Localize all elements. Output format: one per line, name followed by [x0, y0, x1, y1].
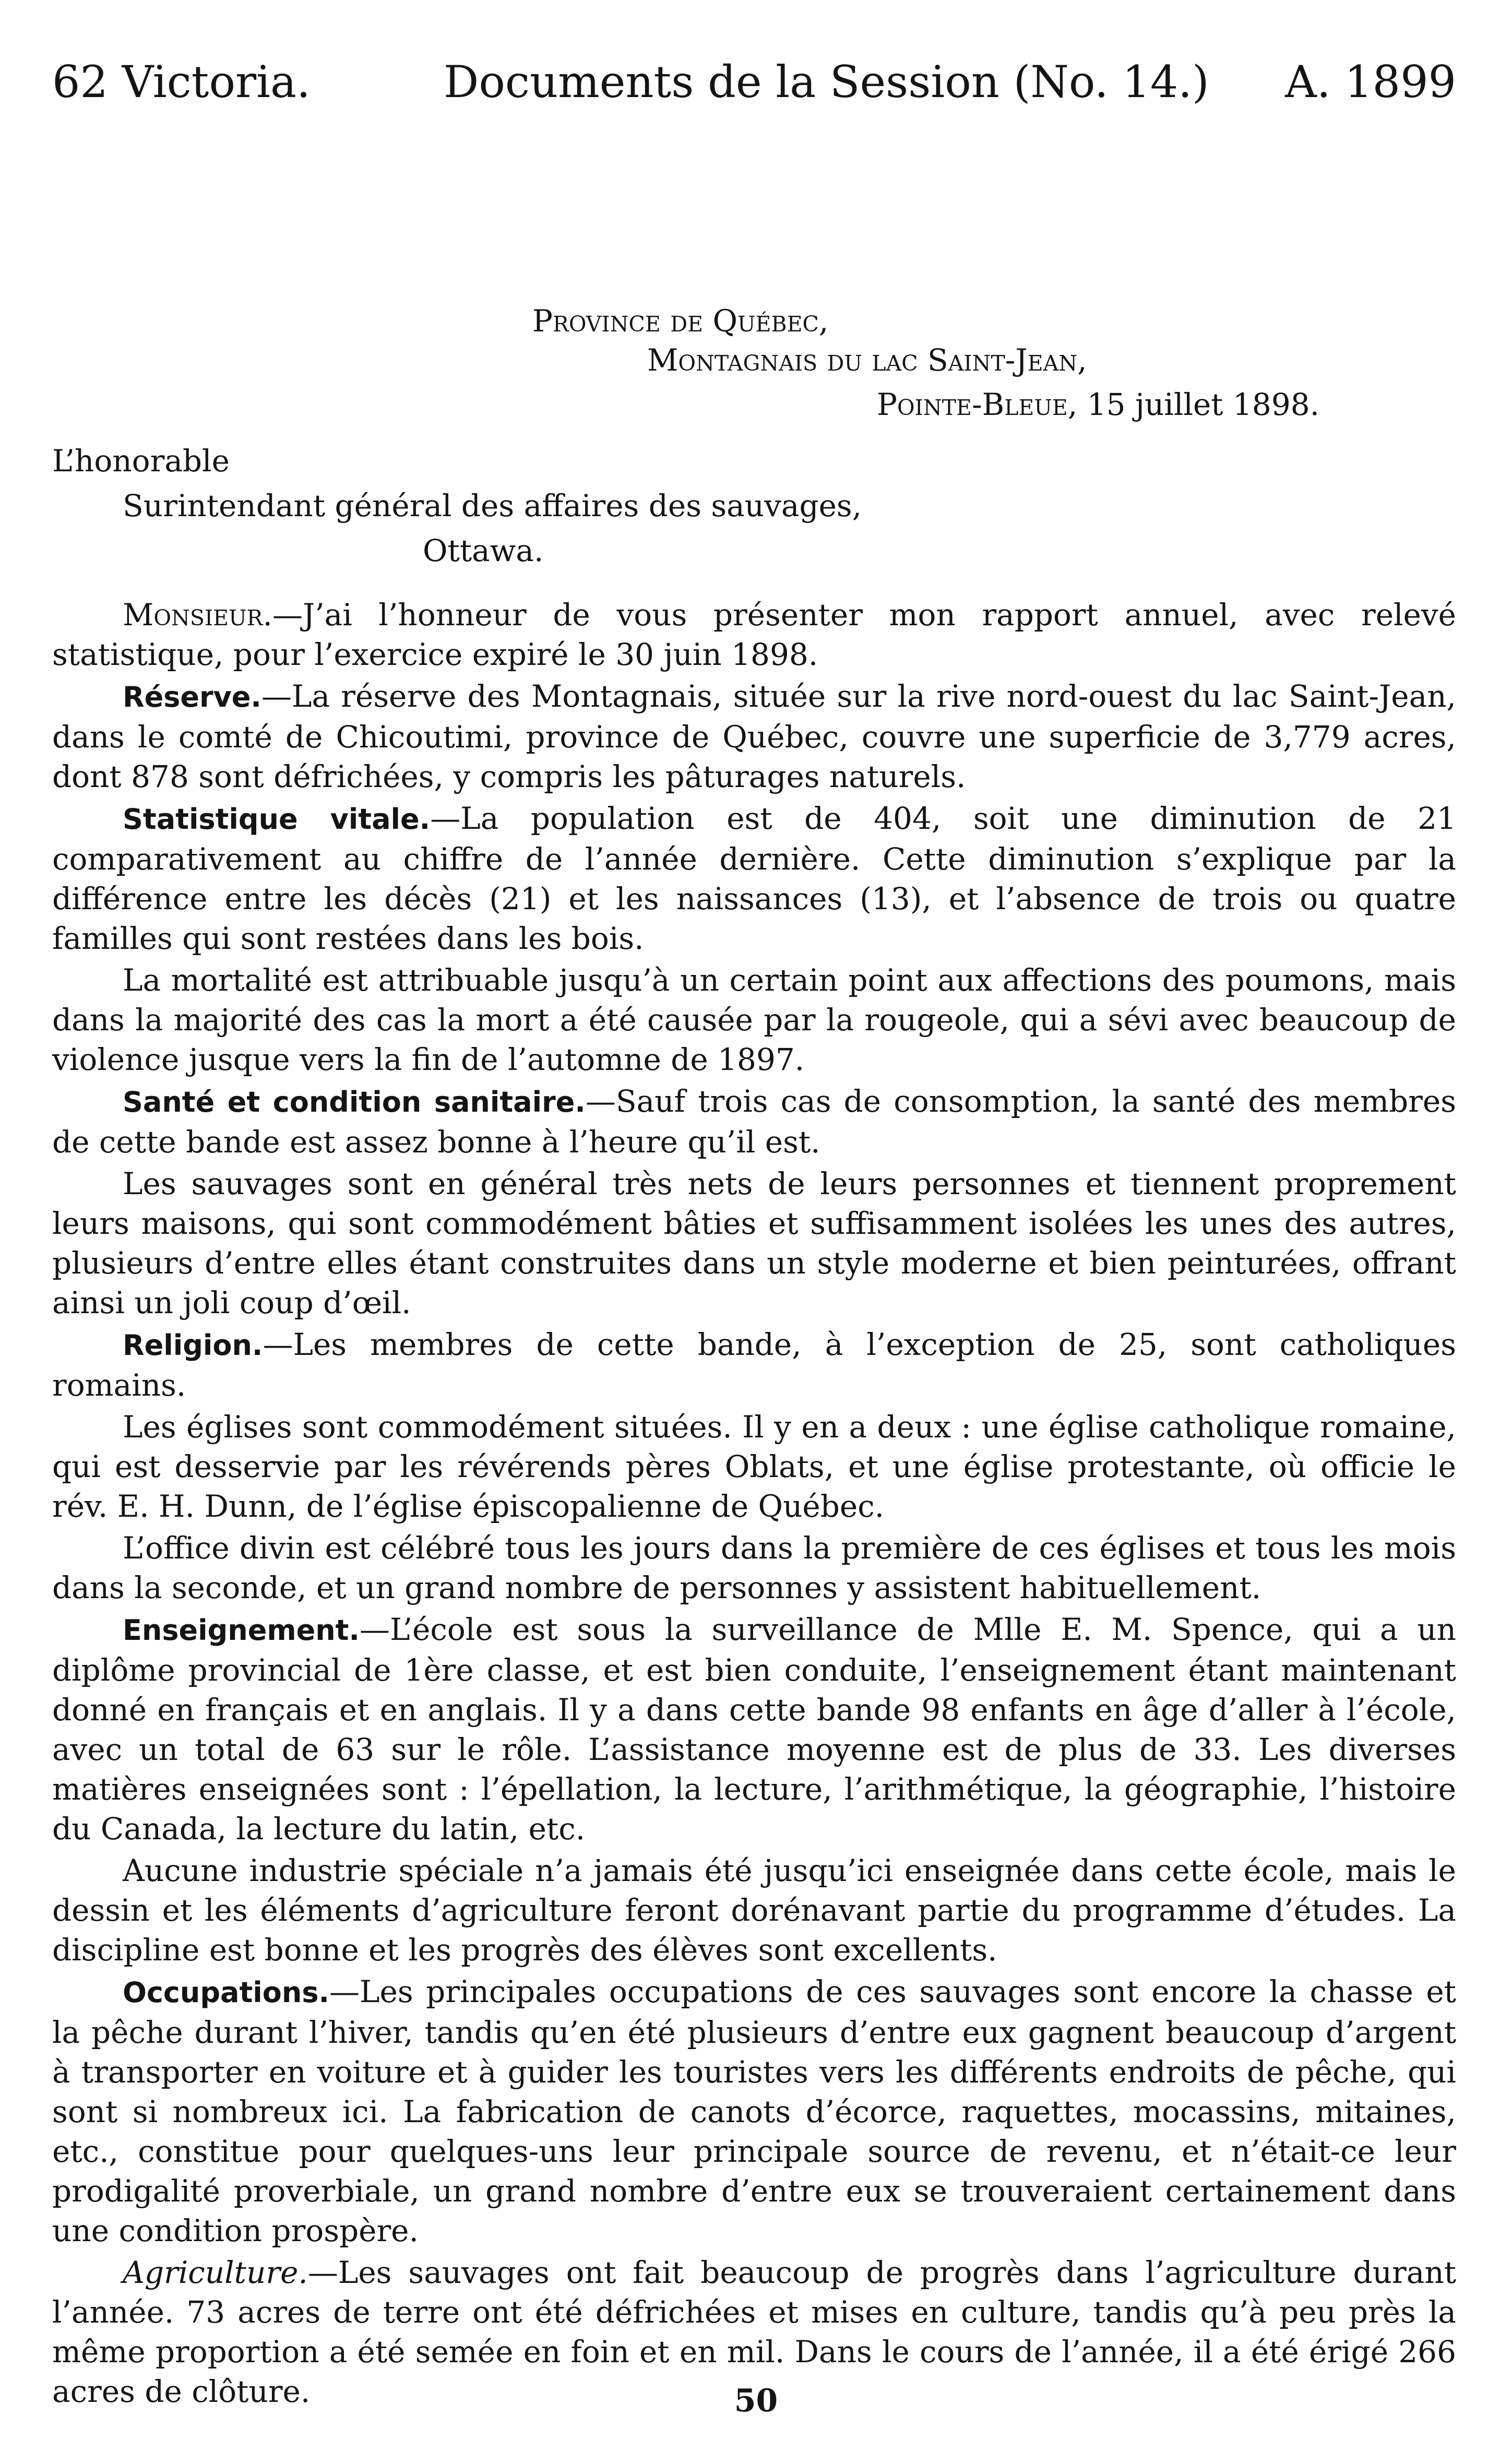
- running-head-session: 62 Victoria.: [52, 56, 311, 108]
- address-date: 15 juillet 1898.: [1087, 387, 1320, 422]
- paragraph: [52, 1972, 1456, 2251]
- paragraph-heading: Agriculture.: [123, 2255, 308, 2290]
- address-province: Province de Québec,: [532, 303, 829, 339]
- report-body: [52, 595, 1456, 2413]
- address-place: Pointe-Bleue,: [877, 387, 1078, 422]
- recipient-city: Ottawa.: [423, 533, 544, 568]
- paragraph-text: La mortalité est attribuable jusqu’à un certain point aux affections des poumons, mais dans la majorité des cas la mort a été causée par la rougeole, qui a sévi avec beaucoup de violence jusque vers la fin de l’automne de 1897.: [52, 962, 1456, 1077]
- paragraph-text: —Les principales occupations de ces sauvages sont encore la chasse et la pêche durant l’hiver, tandis qu’en été plusieurs d’entre eux gagnent beaucoup d’argent à transporter en voiture et à guider les touristes vers les différents endroits de pêche, qui sont si nombreux ici. La fabrication de canots d’écorce, raquettes, mocassins, mitaines, etc., constitue pour quelques-uns leur principale source de revenu, et n’était-ce leur prodigalité proverbiale, un grand nombre d’entre eux se trouveraient certainement dans une condition prospère.: [52, 1974, 1456, 2248]
- paragraph: [52, 595, 1456, 674]
- paragraph: [52, 1325, 1456, 1405]
- running-head-year: A. 1899: [1285, 56, 1456, 108]
- address-band: Montagnais du lac Saint-Jean,: [647, 342, 1087, 378]
- paragraph: [52, 676, 1456, 796]
- recipient-block: [52, 438, 862, 573]
- paragraph-text: L’office divin est célébré tous les jours dans la première de ces églises et tous les mois dans la seconde, et un grand nombre de personnes y assistent habituellement.: [52, 1530, 1456, 1605]
- paragraph-text: Aucune industrie spéciale n’a jamais été jusqu’ici enseignée dans cette école, mais le dessin et les éléments d’agriculture feront dorénavant partie du programme d’études. La discipline est bonne et les progrès des élèves sont excellents.: [52, 1853, 1456, 1968]
- paragraph: [52, 1610, 1456, 1849]
- recipient-office: Surintendant général des affaires des sauvages,: [123, 488, 862, 523]
- paragraph-text: —Les membres de cette bande, à l’exception de 25, sont catholiques romains.: [52, 1327, 1456, 1403]
- paragraph-text: —L’école est sous la surveillance de Mlle E. M. Spence, qui a un diplôme provincial de 1ère classe, et est bien conduite, l’enseignement étant maintenant donné en français et en anglais. Il y a dans cette bande 98 enfants en âge d’aller à l’école, avec un total de 63 sur le rôle. L’assistance moyenne est de plus de 33. Les diverses matières enseignées sont : l’épellation, la lecture, l’arithmétique, la géographie, l’histoire du Canada, la lecture du latin, etc.: [52, 1612, 1456, 1847]
- paragraph: [52, 960, 1456, 1079]
- paragraph-text: —La population est de 404, soit une diminution de 21 comparativement au chiffre de l’année dernière. Cette diminution s’explique par la différence entre les décès (21) et les naissances (13), et l’absence de trois ou quatre familles qui sont restées dans les bois.: [52, 801, 1456, 956]
- paragraph-text: —La réserve des Montagnais, située sur la rive nord-ouest du lac Saint-Jean, dans le comté de Chicoutimi, province de Québec, couvre une superficie de 3,779 acres, dont 878 sont défrichées, y compris les pâturages naturels.: [52, 679, 1456, 794]
- paragraph: [52, 1407, 1456, 1526]
- paragraph-heading: Santé et condition sanitaire.: [123, 1086, 586, 1118]
- running-head: [52, 48, 1456, 116]
- recipient-title: L’honorable: [52, 443, 230, 479]
- paragraph-heading: Occupations.: [123, 1976, 329, 2009]
- paragraph-heading: Statistique vitale.: [123, 803, 431, 836]
- paragraph: [52, 1851, 1456, 1970]
- running-head-title: Documents de la Session (No. 14.): [444, 56, 1209, 108]
- page-number: 50: [734, 2383, 778, 2419]
- paragraph-heading: Religion.: [123, 1329, 263, 1362]
- paragraph: [52, 1528, 1456, 1608]
- paragraph-heading: Monsieur.: [123, 597, 272, 633]
- paragraph-text: —Sauf trois cas de consomption, la santé des membres de cette bande est assez bonne à l’heure qu’il est.: [52, 1084, 1456, 1160]
- paragraph-text: —J’ai l’honneur de vous présenter mon rapport annuel, avec relevé statistique, pour l’exercice expiré le 30 juin 1898.: [52, 597, 1456, 672]
- address-place-date: [877, 384, 1319, 425]
- paragraph: [52, 1081, 1456, 1162]
- paragraph-text: Les églises sont commodément situées. Il y en a deux : une église catholique romaine, qui est desservie par les révérends pères Oblats, et une église protestante, où officie le rév. E. H. Dunn, de l’église épiscopalienne de Québec.: [52, 1409, 1456, 1524]
- paragraph-heading: Enseignement.: [123, 1614, 360, 1647]
- paragraph: [52, 799, 1456, 958]
- paragraph-text: Les sauvages sont en général très nets de leurs personnes et tiennent proprement leurs maisons, qui sont commodément bâties et suffisamment isolées les unes des autres, plusieurs d’entre elles étant construites dans un style moderne et bien peinturées, offrant ainsi un joli coup d’œil.: [52, 1166, 1456, 1320]
- paragraph-text: —Les sauvages ont fait beaucoup de progrès dans l’agriculture durant l’année. 73 acres de terre ont été défrichées et mises en culture, tandis qu’à peu près la même proportion a été semée en foin et en mil. Dans le cours de l’année, il a été érigé 266 acres de clôture.: [52, 2255, 1456, 2409]
- paragraph: [52, 1164, 1456, 1323]
- paragraph-heading: Réserve.: [123, 681, 261, 713]
